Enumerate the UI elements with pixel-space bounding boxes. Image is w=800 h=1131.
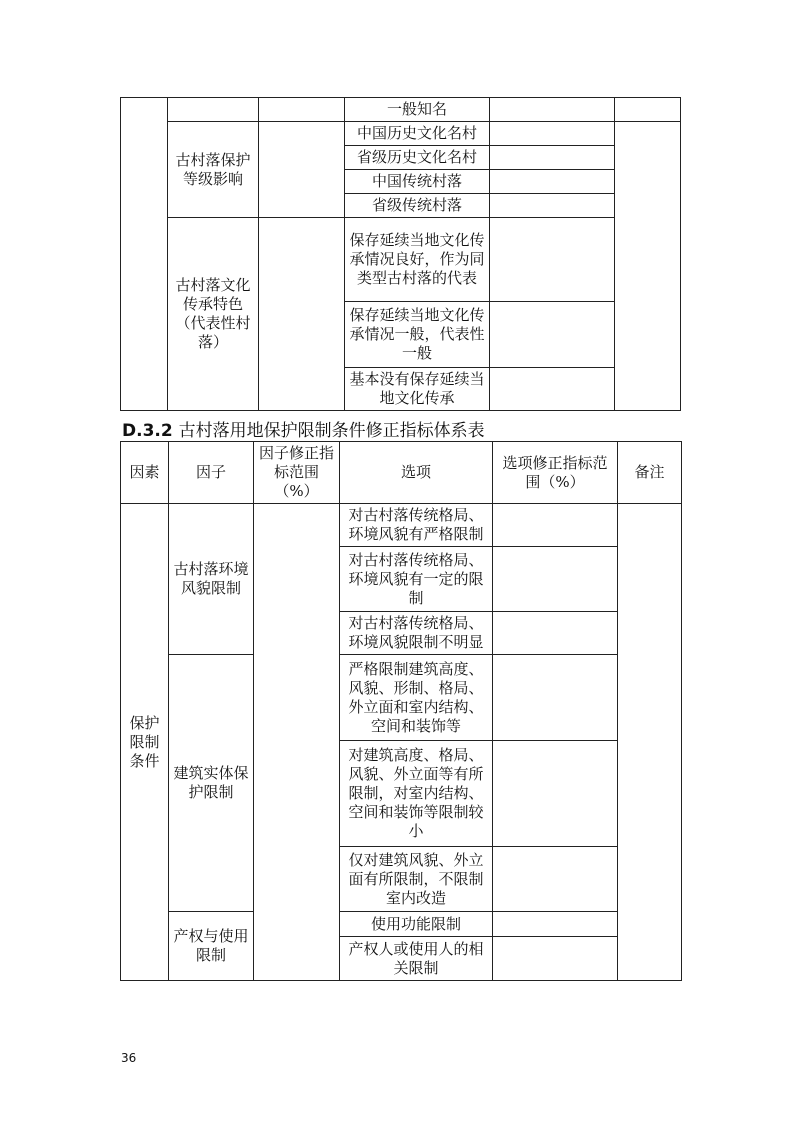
option-range-cell <box>490 368 615 411</box>
option-cell: 省级传统村落 <box>345 194 490 218</box>
header-factor-group: 因素 <box>121 442 169 504</box>
option-range-cell <box>490 302 615 368</box>
option-range-cell <box>493 655 618 741</box>
factor-cell: 古村落环境风貌限制 <box>169 504 254 655</box>
continued-table <box>120 97 681 411</box>
option-range-cell <box>490 122 615 146</box>
continued-factor-cell-empty <box>168 98 259 122</box>
option-range-cell <box>493 741 618 847</box>
option-cell: 仅对建筑风貌、外立面有所限制，不限制室内改造 <box>340 847 493 912</box>
factor-range-cell <box>254 504 340 981</box>
restriction-index-table <box>120 441 682 981</box>
continued-factor-group-cell <box>121 98 168 411</box>
header-option-range: 选项修正指标范围（%） <box>493 442 618 504</box>
option-cell: 对建筑高度、格局、风貌、外立面等有所限制，对室内结构、空间和装饰等限制较小 <box>340 741 493 847</box>
option-range-cell <box>493 912 618 937</box>
option-cell: 严格限制建筑高度、风貌、形制、格局、外立面和室内结构、空间和装饰等 <box>340 655 493 741</box>
section-title-text: 古村落用地保护限制条件修正指标体系表 <box>178 421 485 441</box>
header-factor-range: 因子修正指标范围（%） <box>254 442 340 504</box>
factor-cell: 古村落文化传承特色（代表性村落） <box>168 218 259 411</box>
option-range-cell <box>490 218 615 302</box>
option-cell: 一般知名 <box>345 98 490 122</box>
continued-range-cell-empty <box>259 98 345 122</box>
factor-cell: 产权与使用限制 <box>169 912 254 981</box>
factor-cell: 古村落保护等级影响 <box>168 122 259 218</box>
factor-cell: 建筑实体保护限制 <box>169 655 254 912</box>
option-cell: 保存延续当地文化传承情况良好，作为同类型古村落的代表 <box>345 218 490 302</box>
header-remark: 备注 <box>618 442 682 504</box>
factor-group-cell: 保护限制条件 <box>121 504 169 981</box>
option-range-cell <box>490 98 615 122</box>
option-range-cell <box>490 170 615 194</box>
option-cell: 中国传统村落 <box>345 170 490 194</box>
option-range-cell <box>493 937 618 981</box>
option-cell: 基本没有保存延续当地文化传承 <box>345 368 490 411</box>
remark-cell <box>618 504 682 981</box>
option-range-cell <box>493 504 618 547</box>
header-factor: 因子 <box>169 442 254 504</box>
option-cell: 产权人或使用人的相关限制 <box>340 937 493 981</box>
remark-cell <box>615 122 681 411</box>
option-cell: 使用功能限制 <box>340 912 493 937</box>
option-range-cell <box>490 194 615 218</box>
factor-range-cell <box>259 122 345 218</box>
section-number: D.3.2 <box>122 421 173 441</box>
factor-range-cell <box>259 218 345 411</box>
option-range-cell <box>493 547 618 612</box>
header-option: 选项 <box>340 442 493 504</box>
option-cell: 省级历史文化名村 <box>345 146 490 170</box>
option-range-cell <box>493 847 618 912</box>
option-cell: 中国历史文化名村 <box>345 122 490 146</box>
option-cell: 保存延续当地文化传承情况一般，代表性一般 <box>345 302 490 368</box>
option-cell: 对古村落传统格局、环境风貌限制不明显 <box>340 612 493 655</box>
section-title <box>122 416 485 441</box>
option-cell: 对古村落传统格局、环境风貌有严格限制 <box>340 504 493 547</box>
option-range-cell <box>490 146 615 170</box>
page-number: 36 <box>121 1051 137 1065</box>
option-range-cell <box>493 612 618 655</box>
option-cell: 对古村落传统格局、环境风貌有一定的限制 <box>340 547 493 612</box>
remark-cell <box>615 98 681 122</box>
